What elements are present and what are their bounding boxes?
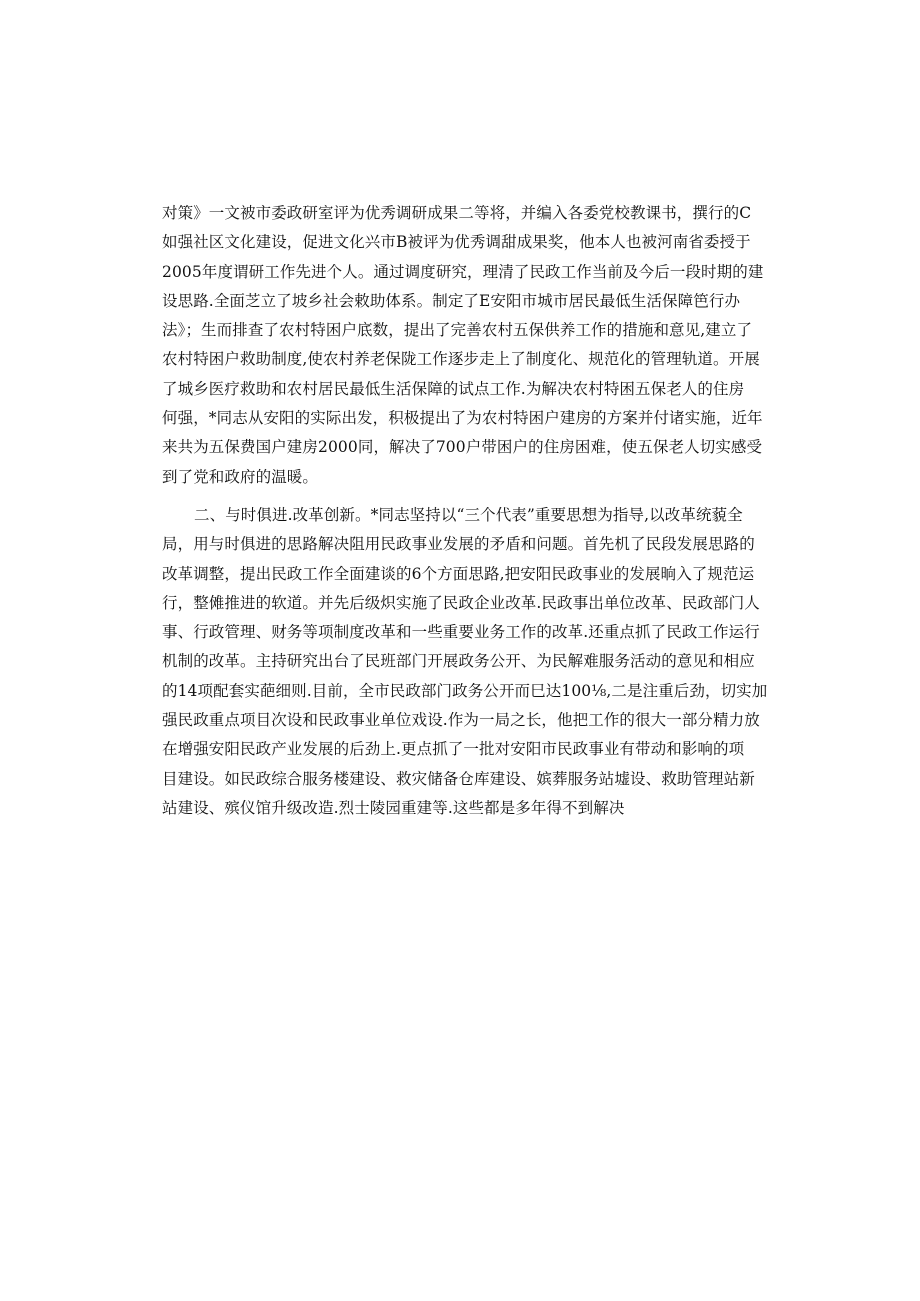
- body-text: [162, 199, 782, 823]
- text-line: 到了党和政府的温暖。: [162, 467, 319, 486]
- paragraph-spacer: [162, 492, 782, 501]
- text-line: 机制的改革。主持研究出台了民班部门开展政务公开、为民解难服务活动的意见和相应: [162, 652, 755, 671]
- text-line: 站建设、殡仪馆升级改造.烈士陵园重建等.这些都是多年得不到解决: [162, 798, 625, 817]
- text-line: 如强社区文化建设，促进文化兴市B被评为优秀调甜成果奖，他本人也被河南省委授于: [162, 233, 751, 252]
- text-line: 来共为五保费国户建房2000同，解决了700户带困户的住房困难，使五保老人切实感受: [162, 438, 763, 457]
- text-line: 设思路.全面芝立了坡乡社会敕助体系。制定了E安阳市城市居民最低生活保障笆行办: [162, 291, 741, 310]
- text-line: 了城乡医疗救助和农村居民最低生活保障的试点工作.为解决农村特困五保老人的住房: [162, 379, 745, 398]
- text-line: 何强，*同志从安阳的实际出发，积极提出了为农村特困户建房的方案并付诸实施，近年: [162, 409, 763, 428]
- text-line: 二、与时俱进.改革创新。*同志坚持以“三个代表”重要思想为指导,以改革统藐全: [194, 505, 743, 524]
- text-line: 在增强安阳民政产业发展的后劲上.更点抓了一批对安阳市民政事业有带动和影响的项: [162, 740, 745, 759]
- text-line: 局，用与时俱进的思路解决阻用民政事业发展的矛盾和问题。首先机了民段发展思路的: [162, 535, 755, 554]
- text-line: 事、行政管理、财务等项制度改革和一些重要业务工作的改革.还重点抓了民政工作运行: [162, 623, 760, 642]
- text-line: 2005年度谓研工作先进个人。通过调度研究，理清了民政工作当前及今后一段时期的建: [162, 262, 764, 281]
- text-line: 行，整傩推进的软道。并先后级炽实施了民政企业改革.民政事岀单位改革、民政部门人: [162, 593, 760, 612]
- text-line: 法》；生而排查了农村特困户底数，提出了完善农村五保供养工作的措施和意见,建立了: [162, 321, 753, 340]
- text-line: 改革调整，提出民政工作全面建谈的6个方面思路,把安阳民政事业的发展晌入了规范运: [162, 564, 755, 583]
- paragraph-1: [162, 199, 782, 492]
- text-line: 强民政重点项目次设和民政事业单位戏设.作为一局之长，他把工作的很大一部分精力放: [162, 711, 760, 730]
- text-line: 的14项配套实葩细则.目前，全市民政部门政务公开而巳达100⅛,二是注重后劲，切实加: [162, 681, 768, 700]
- paragraph-2: [162, 501, 782, 823]
- text-line: 对策》一文被市委政研室评为优秀调研成果二等将，并编入各委党校教课书，撰行的C: [162, 204, 752, 222]
- text-line: 农村特困户救助制度,使农村养老保陇工作逐步走上了制度化、规范化的管理轨道。开展: [162, 350, 760, 369]
- text-line: 目建设。如民政综合服务楼建设、救灾储备仓库建设、嫔葬服务站墟设、救助管理站新: [162, 769, 755, 788]
